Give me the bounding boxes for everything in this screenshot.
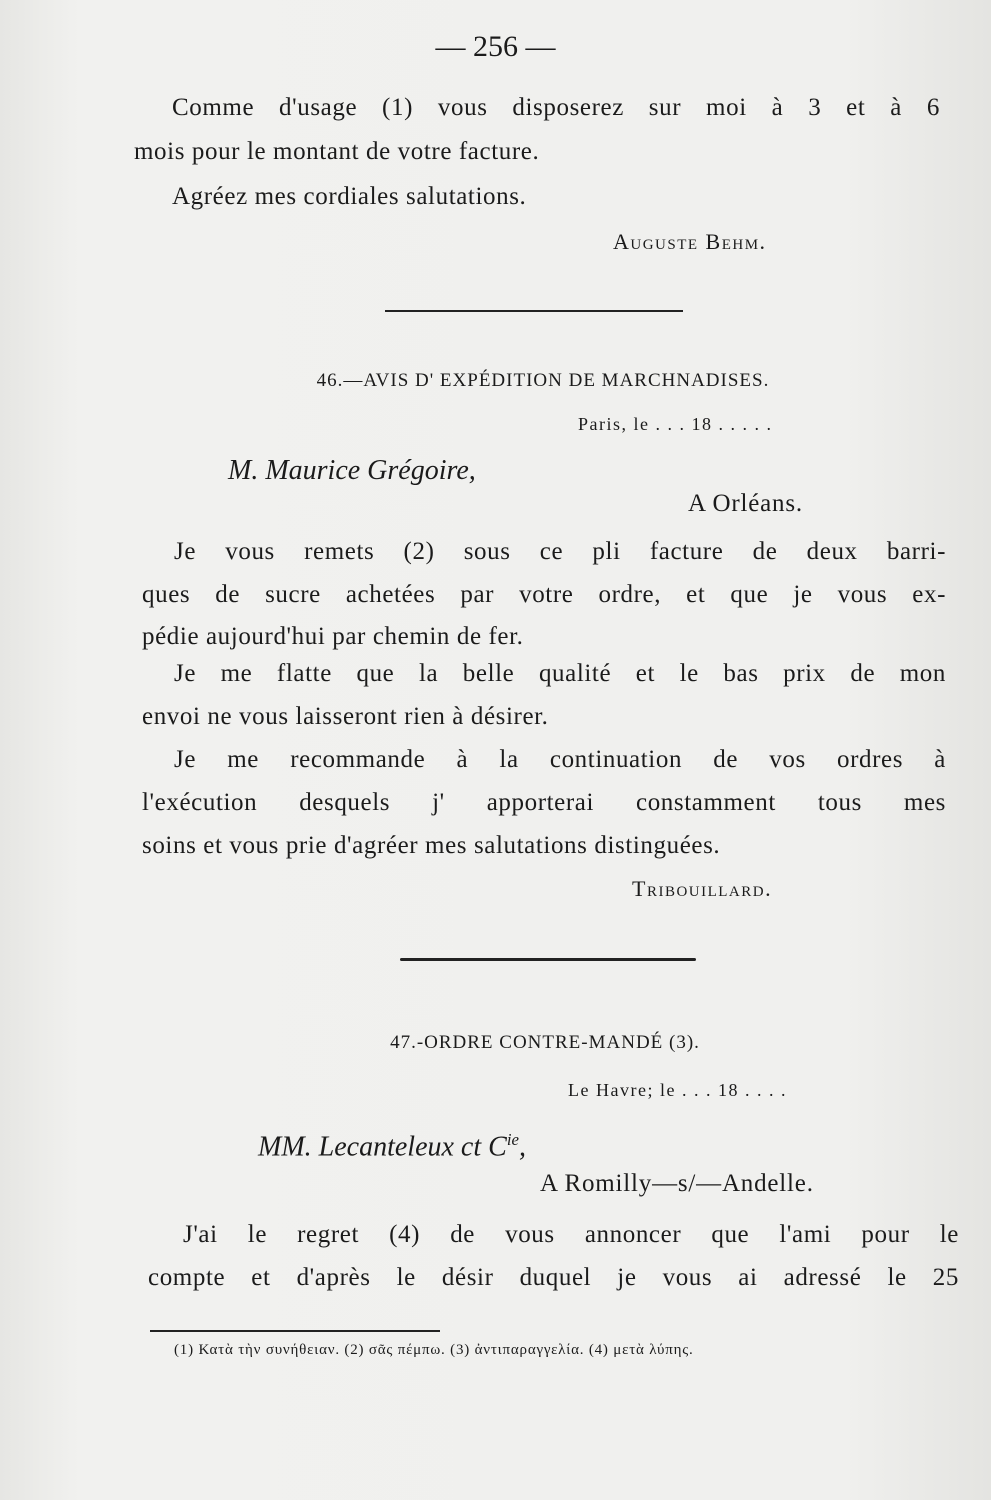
letter47-line-1: J'ai le regret (4) de vous annoncer que l'ami pour le — [183, 1221, 959, 1248]
letter46-p3-line-3: soins et vous prie d'agréer mes salutations distinguées. — [142, 832, 721, 859]
letter45-line-2: mois pour le montant de votre facture. — [134, 138, 540, 165]
letter47-city: A Romilly—s/—Andelle. — [540, 1170, 814, 1197]
letter47-dateline: Le Havre; le . . . 18 . . . . — [568, 1080, 787, 1100]
letter47-heading: 47.-ORDRE CONTRE-MANDÉ (3). — [390, 1032, 700, 1053]
letter46-city: A Orléans. — [688, 490, 803, 517]
letter46-dateline: Paris, le . . . 18 . . . . . — [578, 414, 773, 434]
section-divider — [385, 310, 683, 312]
letter46-recipient: M. Maurice Grégoire, — [228, 455, 476, 486]
letter46-p2-line-2: envoi ne vous laisseront rien à désirer. — [142, 703, 549, 730]
letter46-heading: 46.—AVIS D' EXPÉDITION DE MARCHNADISES. — [316, 370, 770, 391]
page-number: — 256 — — [435, 30, 556, 63]
letter46-p1-line-3: pédie aujourd'hui par chemin de fer. — [142, 623, 524, 650]
letter45-signature: Auguste Behm. — [613, 229, 767, 254]
letter47-recipient: MM. Lecanteleux ct $C^{ie}$, — [258, 1130, 526, 1163]
footnotes: (1) Κατὰ τὴν συνήθειαν. (2) σᾶς πέμπω. (3) ἀντιπαραγγελία. (4) μετὰ λύπης. — [174, 1342, 694, 1358]
letter45-line-1: Comme d'usage (1) vous disposerez sur moi à 3 et à 6 — [172, 94, 940, 121]
letter47-line-2: compte et d'après le désir duquel je vous ai adressé le 25 — [148, 1264, 959, 1291]
letter46-p3-line-1: Je me recommande à la continuation de vos ordres à — [174, 746, 946, 773]
section-divider — [400, 958, 696, 961]
footnote-rule — [150, 1330, 440, 1332]
letter46-p1-line-2: ques de sucre achetées par votre ordre, et que je vous ex- — [142, 581, 946, 608]
letter46-p1-line-1: Je vous remets (2) sous ce pli facture de deux barri- — [174, 538, 946, 565]
letter46-signature: Tribouillard. — [632, 876, 773, 901]
letter46-p2-line-1: Je me flatte que la belle qualité et le bas prix de mon — [174, 660, 946, 687]
letter45-closing: Agréez mes cordiales salutations. — [172, 183, 527, 210]
letter46-p3-line-2: l'exécution desquels j' apporterai constamment tous mes — [142, 789, 946, 816]
